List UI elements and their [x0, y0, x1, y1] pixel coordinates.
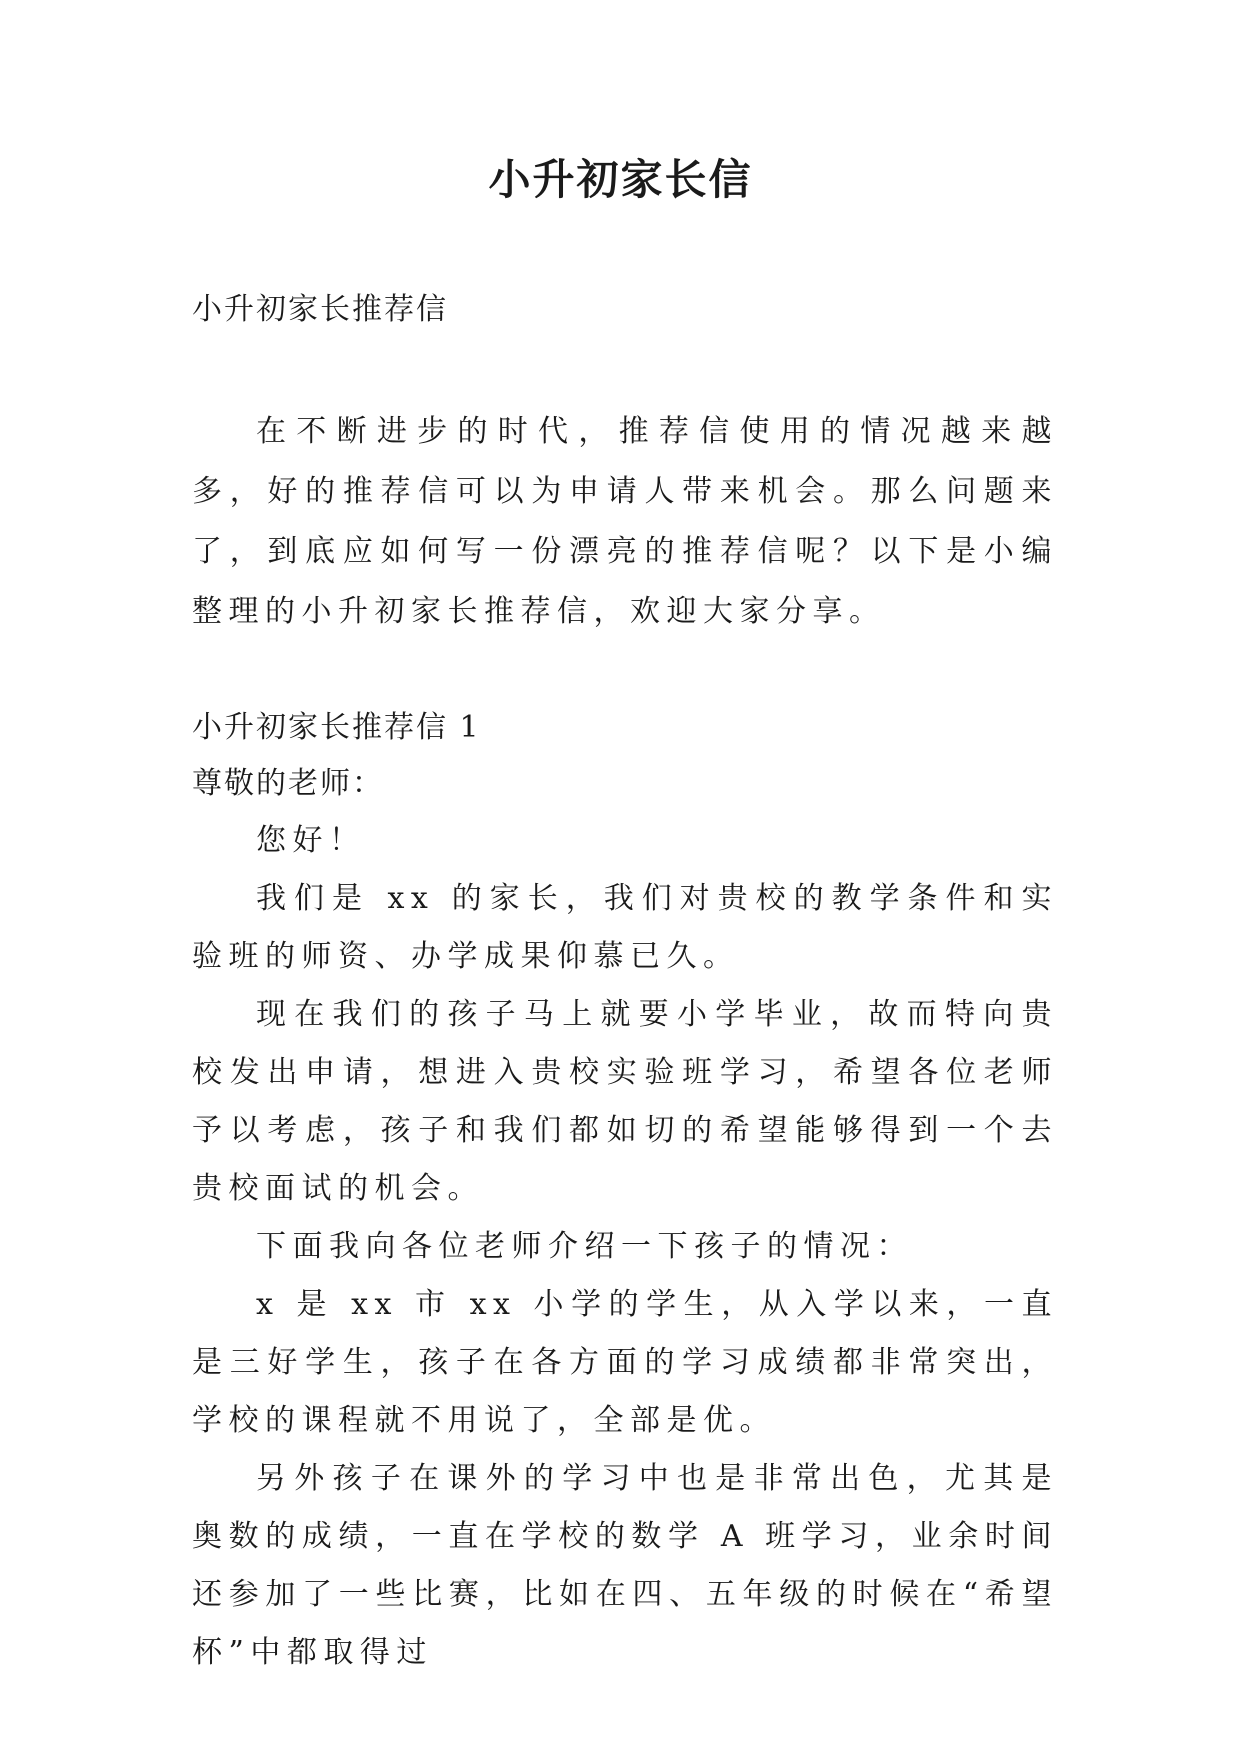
intro-paragraph: 在不断进步的时代，推荐信使用的情况越来越多，好的推荐信可以为申请人带来机会。那么问题来了，到底应如何写一份漂亮的推荐信呢？以下是小编整理的小升初家长推荐信，欢迎大家分享。 — [192, 414, 1058, 629]
letter-paragraph: 另外孩子在课外的学习中也是非常出色，尤其是奥数的成绩，一直在学校的数学 A 班学习，业余时间还参加了一些比赛，比如在四、五年级的时候在“希望杯”中都取得过 — [192, 1461, 1058, 1670]
letter-body — [192, 700, 1058, 1682]
document-subtitle: 小升初家长推荐信 — [192, 292, 448, 327]
letter-greeting: 您好！ — [256, 823, 366, 858]
letter-heading: 小升初家长推荐信 1 — [192, 710, 481, 745]
letter-paragraph: 下面我向各位老师介绍一下孩子的情况： — [256, 1229, 913, 1264]
letter-salutation: 尊敬的老师： — [192, 766, 384, 801]
letter-paragraph: 现在我们的孩子马上就要小学毕业，故而特向贵校发出申请，想进入贵校实验班学习，希望各位老师予以考虑，孩子和我们都如切的希望能够得到一个去贵校面试的机会。 — [192, 997, 1058, 1206]
letter-paragraph: 我们是 xx 的家长，我们对贵校的教学条件和实验班的师资、办学成果仰慕已久。 — [192, 881, 1058, 974]
letter-paragraph: x 是 xx 市 xx 小学的学生，从入学以来，一直是三好学生，孩子在各方面的学习成绩都非常突出，学校的课程就不用说了，全部是优。 — [192, 1287, 1058, 1438]
document-title: 小升初家长信 — [488, 155, 753, 204]
